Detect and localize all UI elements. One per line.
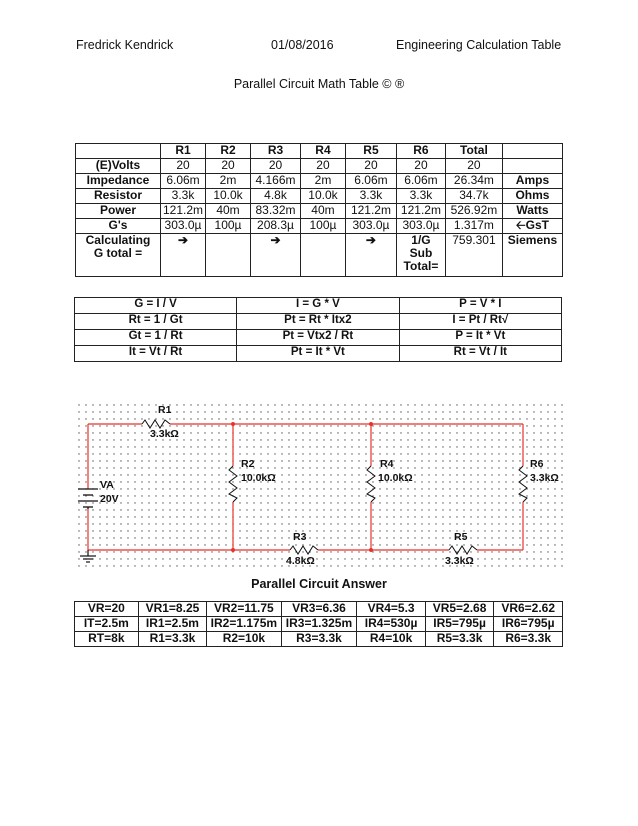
row-label: G's xyxy=(76,219,161,234)
source-name: VA xyxy=(100,479,114,491)
table-cell: 3.3k xyxy=(160,189,205,204)
table-header-cell: R3 xyxy=(251,144,301,159)
formula-row xyxy=(75,346,562,362)
row-label: Resistor xyxy=(76,189,161,204)
unit-cell: Amps xyxy=(502,174,562,189)
answer-cell: IR4=530µ xyxy=(357,617,425,632)
table-cell: 6.06m xyxy=(396,174,445,189)
formula-row xyxy=(75,314,562,330)
formula-row xyxy=(75,298,562,314)
r2-name: R2 xyxy=(241,458,255,470)
table-cell: 83.32m xyxy=(251,204,301,219)
table-cell: 303.0µ xyxy=(345,219,396,234)
source-value: 20V xyxy=(100,493,119,505)
table-cell: 6.06m xyxy=(160,174,205,189)
answer-row xyxy=(75,632,563,647)
document-type: Engineering Calculation Table xyxy=(396,38,562,52)
r5-value: 3.3kΩ xyxy=(445,555,474,567)
answer-cell: IR6=795µ xyxy=(494,617,563,632)
answer-cell: R4=10k xyxy=(357,632,425,647)
table-cell: 121.2m xyxy=(345,204,396,219)
formula-table xyxy=(74,297,562,362)
table-cell: 208.3µ xyxy=(251,219,301,234)
answer-cell: VR=20 xyxy=(75,602,139,617)
table-cell: 10.0k xyxy=(206,189,251,204)
table-cell: 40m xyxy=(300,204,345,219)
unit-cell xyxy=(502,159,562,174)
right-arrow-icon: ➔ xyxy=(160,234,205,277)
formula-cell: It = Vt / Rt xyxy=(75,346,237,362)
answer-cell: VR2=11.75 xyxy=(207,602,281,617)
table-cell: 34.7k xyxy=(445,189,502,204)
formula-row xyxy=(75,330,562,346)
table-row xyxy=(76,174,563,189)
formula-cell: I = G * V xyxy=(237,298,400,314)
table-cell: 3.3k xyxy=(345,189,396,204)
r6-value: 3.3kΩ xyxy=(530,472,559,484)
subtotal-label xyxy=(396,234,445,277)
r1-value: 3.3kΩ xyxy=(150,428,179,440)
row-label: Impedance xyxy=(76,174,161,189)
table-cell: 1.317m xyxy=(445,219,502,234)
answer-cell: R1=3.3k xyxy=(138,632,207,647)
table-cell: 20 xyxy=(206,159,251,174)
table-header-cell: R6 xyxy=(396,144,445,159)
formula-cell: I = Pt / Rt√ xyxy=(399,314,561,330)
table-header-cell: Total xyxy=(445,144,502,159)
table-cell: 20 xyxy=(445,159,502,174)
r3-value: 4.8kΩ xyxy=(286,555,315,567)
table-cell: 100µ xyxy=(206,219,251,234)
table-row xyxy=(76,159,563,174)
table-cell: 26.34m xyxy=(445,174,502,189)
answer-title: Parallel Circuit Answer xyxy=(251,577,387,591)
table-cell: 2m xyxy=(300,174,345,189)
answer-cell: R3=3.3k xyxy=(281,632,357,647)
answer-table xyxy=(74,601,563,647)
table-cell xyxy=(300,234,345,277)
table-cell: 20 xyxy=(396,159,445,174)
table-row xyxy=(76,204,563,219)
table-cell: 121.2m xyxy=(160,204,205,219)
answer-cell: VR5=2.68 xyxy=(425,602,494,617)
formula-cell: Rt = 1 / Gt xyxy=(75,314,237,330)
answer-cell: RT=8k xyxy=(75,632,139,647)
table-cell: 2m xyxy=(206,174,251,189)
author-name: Fredrick Kendrick xyxy=(76,38,174,52)
table-cell: 121.2m xyxy=(396,204,445,219)
table-cell: 20 xyxy=(251,159,301,174)
circuit-schematic xyxy=(78,404,568,570)
answer-cell: R5=3.3k xyxy=(425,632,494,647)
formula-cell: Gt = 1 / Rt xyxy=(75,330,237,346)
unit-cell: Siemens xyxy=(502,234,562,277)
table-header-cell: R4 xyxy=(300,144,345,159)
table-row xyxy=(76,219,563,234)
unit-cell: Watts xyxy=(502,204,562,219)
answer-cell: VR4=5.3 xyxy=(357,602,425,617)
subtotal-line: Sub xyxy=(409,246,433,260)
table-cell: 100µ xyxy=(300,219,345,234)
table-header-cell xyxy=(76,144,161,159)
page-title: Parallel Circuit Math Table © ® xyxy=(233,77,405,91)
row-label: (E)Volts xyxy=(76,159,161,174)
table-cell: 4.166m xyxy=(251,174,301,189)
answer-cell: VR6=2.62 xyxy=(494,602,563,617)
answer-cell: R6=3.3k xyxy=(494,632,563,647)
table-cell: 4.8k xyxy=(251,189,301,204)
row-label: Power xyxy=(76,204,161,219)
r6-name: R6 xyxy=(530,458,544,470)
r1-name: R1 xyxy=(158,404,172,416)
formula-cell: Pt = Rt * Itx2 xyxy=(237,314,400,330)
calc-label-line: G total = xyxy=(93,246,143,260)
r3-name: R3 xyxy=(293,531,307,543)
calc-row xyxy=(76,234,563,277)
table-cell: 6.06m xyxy=(345,174,396,189)
calc-label-line: Calculating xyxy=(85,233,151,247)
subtotal-line: 1/G xyxy=(411,233,431,247)
total-siemens: 759.301 xyxy=(445,234,502,277)
table-cell: 303.0µ xyxy=(160,219,205,234)
answer-cell: IR5=795µ xyxy=(425,617,494,632)
table-cell: 20 xyxy=(160,159,205,174)
document-date: 01/08/2016 xyxy=(271,38,334,52)
formula-cell: P = V * I xyxy=(399,298,561,314)
answer-row xyxy=(75,617,563,632)
answer-cell: IR3=1.325m xyxy=(281,617,357,632)
answer-cell: R2=10k xyxy=(207,632,281,647)
right-arrow-icon: ➔ xyxy=(345,234,396,277)
subtotal-line: Total= xyxy=(403,259,439,273)
row-label xyxy=(76,234,161,277)
table-cell: 20 xyxy=(345,159,396,174)
unit-cell: Ohms xyxy=(502,189,562,204)
table-cell: 3.3k xyxy=(396,189,445,204)
right-arrow-icon: ➔ xyxy=(251,234,301,277)
r5-name: R5 xyxy=(454,531,468,543)
r2-value: 10.0kΩ xyxy=(241,472,276,484)
formula-cell: Pt = Vtx2 / Rt xyxy=(237,330,400,346)
table-header-cell xyxy=(502,144,562,159)
answer-cell: IR1=2.5m xyxy=(138,617,207,632)
formula-cell: Pt = It * Vt xyxy=(237,346,400,362)
table-header-row xyxy=(76,144,563,159)
r4-name: R4 xyxy=(380,458,394,470)
table-cell: 526.92m xyxy=(445,204,502,219)
answer-cell: IT=2.5m xyxy=(75,617,139,632)
table-header-cell: R1 xyxy=(160,144,205,159)
formula-cell: Rt = Vt / It xyxy=(399,346,561,362)
answer-cell: VR3=6.36 xyxy=(281,602,357,617)
answer-cell: VR1=8.25 xyxy=(138,602,207,617)
table-cell: 40m xyxy=(206,204,251,219)
table-cell: 10.0k xyxy=(300,189,345,204)
formula-cell: G = I / V xyxy=(75,298,237,314)
table-cell xyxy=(206,234,251,277)
table-cell: 303.0µ xyxy=(396,219,445,234)
table-row xyxy=(76,189,563,204)
formula-cell: P = It * Vt xyxy=(399,330,561,346)
answer-cell: IR2=1.175m xyxy=(207,617,281,632)
calculation-table xyxy=(75,143,563,277)
answer-row xyxy=(75,602,563,617)
unit-cell: 🡠GsT xyxy=(502,219,562,234)
table-header-cell: R5 xyxy=(345,144,396,159)
r4-value: 10.0kΩ xyxy=(378,472,413,484)
table-header-cell: R2 xyxy=(206,144,251,159)
table-cell: 20 xyxy=(300,159,345,174)
